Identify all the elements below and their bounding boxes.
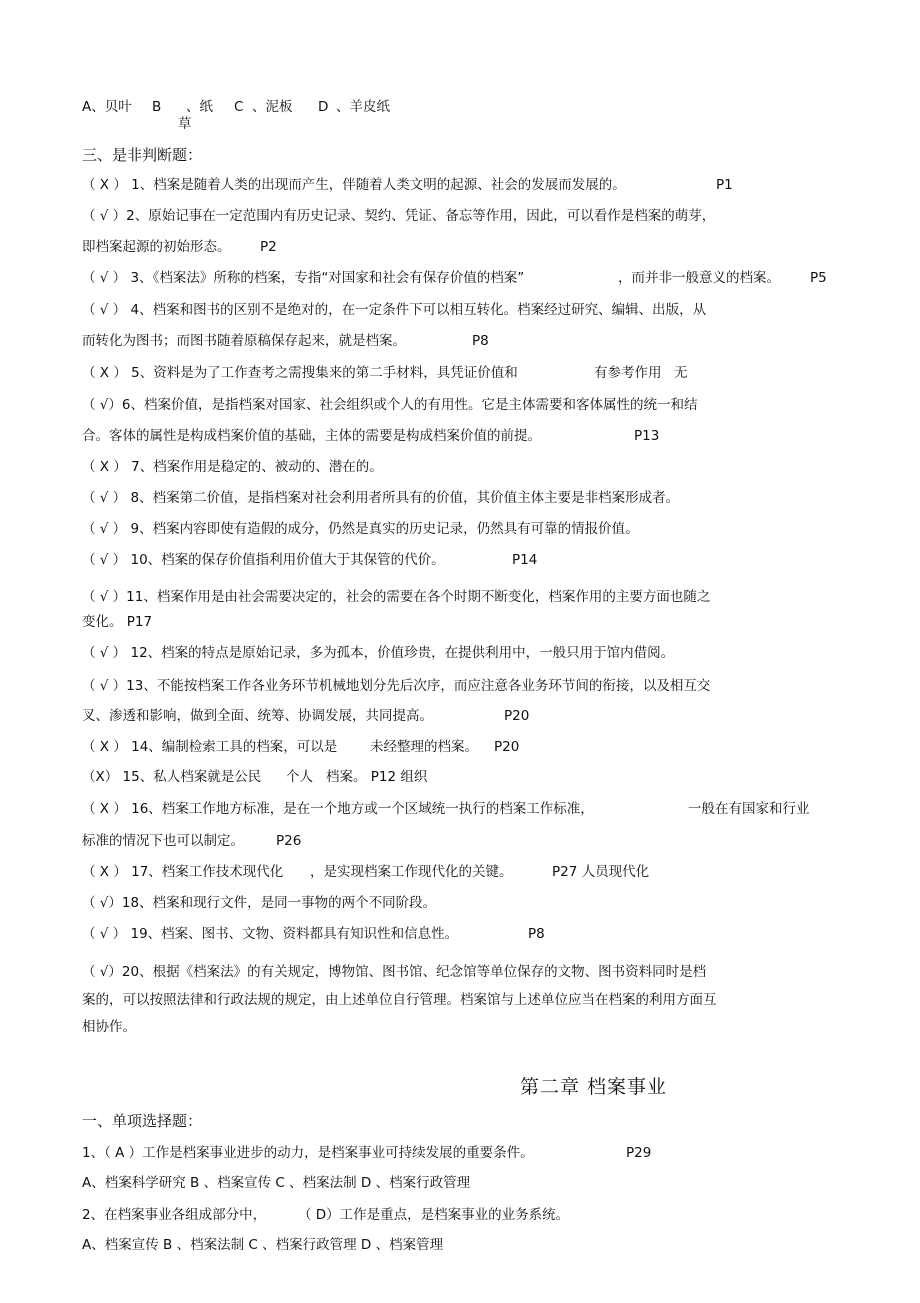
page-ref: P20 (504, 708, 530, 724)
option-b-letter: B (152, 99, 162, 115)
judgment-item-14 (82, 738, 520, 756)
option-b-text-wrap: 草 (178, 116, 192, 132)
statement: （ √ ） 3、《档案法》所称的档案，专指“对国家和社会有保存价值的档案” (82, 270, 525, 286)
statement-cont: 一般在有国家和行业 (688, 801, 810, 817)
page-ref: P20 (494, 739, 520, 755)
statement: 即档案起源的初始形态。 (82, 239, 231, 255)
judgment-item-13-cont (82, 707, 530, 725)
choice-question-2 (82, 1206, 570, 1224)
page-ref: P2 (260, 239, 277, 255)
page-ref: P8 (528, 926, 545, 942)
option-d-letter: D (318, 99, 329, 115)
page-ref: P1 (716, 177, 733, 193)
chapter-title: 第二章 档案事业 (520, 1076, 668, 1098)
page-ref: P14 (512, 552, 538, 568)
statement: 合。客体的属性是构成档案价值的基础，主体的需要是构成档案价值的前提。 (82, 428, 541, 444)
statement-cont: 有参考作用 (594, 365, 662, 381)
statement-cont: 未经整理的档案。 (370, 739, 478, 755)
page-ref: P8 (472, 333, 489, 349)
question-text-cont: （ D）工作是重点，是档案事业的业务系统。 (298, 1207, 570, 1223)
judgment-item-6-cont (82, 427, 660, 445)
judgment-item-4: （ √ ） 4、档案和图书的区别不是绝对的，在一定条件下可以相互转化。档案经过研究、编辑、出版，从 (82, 302, 707, 318)
option-c-letter: C (234, 99, 244, 115)
judgment-item-7: （ X ） 7、档案作用是稳定的、被动的、潜在的。 (82, 459, 383, 475)
statement-cont: ，是实现档案工作现代化的关键。 (310, 864, 513, 880)
judgment-item-4-cont (82, 332, 489, 350)
judgment-item-20-cont: 案的，可以按照法律和行政法规的规定，由上述单位自行管理。档案馆与上述单位应当在档案的利用方面互 (82, 992, 717, 1008)
judgment-item-3 (82, 269, 827, 287)
judgment-item-12: （ √ ） 12、档案的特点是原始记录，多为孤本，价值珍贵，在提供利用中，一般只用于馆内借阅。 (82, 645, 675, 661)
judgment-item-11: （ √ ）11、档案作用是由社会需要决定的，社会的需要在各个时期不断变化，档案作用的主要方面也随之 (82, 589, 711, 605)
question-text: 1、（ A ）工作是档案事业进步的动力，是档案事业可持续发展的重要条件。 (82, 1145, 534, 1161)
option-c-text: 、泥板 (252, 99, 293, 115)
statement: （ X ） 17、档案工作技术现代化 (82, 864, 284, 880)
judgment-item-11-cont: 变化。 P17 (82, 614, 153, 630)
option-d-text: 、羊皮纸 (336, 99, 390, 115)
option-b-text: 、纸 (186, 99, 213, 115)
section-heading: 一、单项选择题： (82, 1112, 203, 1130)
choice-question-1 (82, 1144, 652, 1162)
choice-options-1: A、档案科学研究 B 、档案宣传 C 、档案法制 D 、档案行政管理 (82, 1175, 471, 1191)
statement: （ √ ） 10、档案的保存价值指利用价值大于其保管的代价。 (82, 552, 445, 568)
correction: 无 (674, 365, 688, 381)
statement: （X） 15、私人档案就是公民 (82, 769, 262, 785)
judgment-item-17 (82, 863, 650, 881)
statement: （ √ ） 19、档案、图书、文物、资料都具有知识性和信息性。 (82, 926, 459, 942)
judgment-item-16-cont (82, 832, 302, 850)
judgment-item-20-cont2: 相协作。 (82, 1019, 136, 1035)
statement: 叉、渗透和影响，做到全面、统筹、协调发展，共同提高。 (82, 708, 433, 724)
judgment-item-5 (82, 364, 688, 382)
page-ref: 档案。 P12 组织 (326, 769, 428, 785)
judgment-item-6: （ √）6、档案价值，是指档案对国家、社会组织或个人的有用性。它是主体需要和客体属性的统一和结 (82, 397, 698, 413)
judgment-item-9: （ √ ） 9、档案内容即使有造假的成分，仍然是真实的历史记录，仍然具有可靠的情报价值。 (82, 521, 639, 537)
statement: （ X ） 14、编制检索工具的档案，可以是 (82, 739, 338, 755)
page-ref: P5 (810, 270, 827, 286)
statement-cont: ，而并非一般意义的档案。 (618, 270, 780, 286)
option-line (82, 98, 390, 116)
judgment-item-13: （ √ ）13、不能按档案工作各业务环节机械地划分先后次序，而应注意各业务环节间的衔接，以及相互交 (82, 678, 711, 694)
judgment-item-8: （ √ ） 8、档案第二价值，是指档案对社会利用者所具有的价值，其价值主体主要是非档案形成者。 (82, 490, 680, 506)
judgment-item-16 (82, 800, 810, 818)
option-a: A、贝叶 (82, 99, 132, 115)
judgment-item-18: （ √）18、档案和现行文件，是同一事物的两个不同阶段。 (82, 895, 437, 911)
page-ref: P27 人员现代化 (552, 864, 650, 880)
statement: 标准的情况下也可以制定。 (82, 833, 244, 849)
judgment-item-20: （ √）20、根据《档案法》的有关规定，博物馆、图书馆、纪念馆等单位保存的文物、图书资料同时是档 (82, 964, 707, 980)
statement: （ X ） 5、资料是为了工作查考之需搜集来的第二手材料，具凭证价值和 (82, 365, 518, 381)
section-heading: 三、是非判断题： (82, 146, 203, 164)
question-text: 2、在档案事业各组成部分中， (82, 1207, 267, 1223)
judgment-item-15 (82, 768, 428, 786)
page-ref: P29 (626, 1145, 652, 1161)
choice-options-2: A、档案宣传 B 、档案法制 C 、档案行政管理 D 、档案管理 (82, 1237, 444, 1253)
statement: （ X ） 16、档案工作地方标准，是在一个地方或一个区域统一执行的档案工作标准， (82, 801, 594, 817)
judgment-item-10 (82, 551, 538, 569)
judgment-item-2-cont (82, 238, 277, 256)
page-ref: P13 (634, 428, 660, 444)
judgment-item-2: （ √ ）2、原始记事在一定范围内有历史记录、契约、凭证、备忘等作用，因此，可以看作是档案的萌芽， (82, 208, 716, 224)
page-ref: P26 (276, 833, 302, 849)
statement: （ X ） 1、档案是随着人类的出现而产生，伴随着人类文明的起源、社会的发展而发展的。 (82, 177, 626, 193)
statement: 而转化为图书；而图书随着原稿保存起来，就是档案。 (82, 333, 406, 349)
judgment-item-19 (82, 925, 545, 943)
statement-cont: 个人 (286, 769, 313, 785)
judgment-item-1 (82, 176, 733, 194)
